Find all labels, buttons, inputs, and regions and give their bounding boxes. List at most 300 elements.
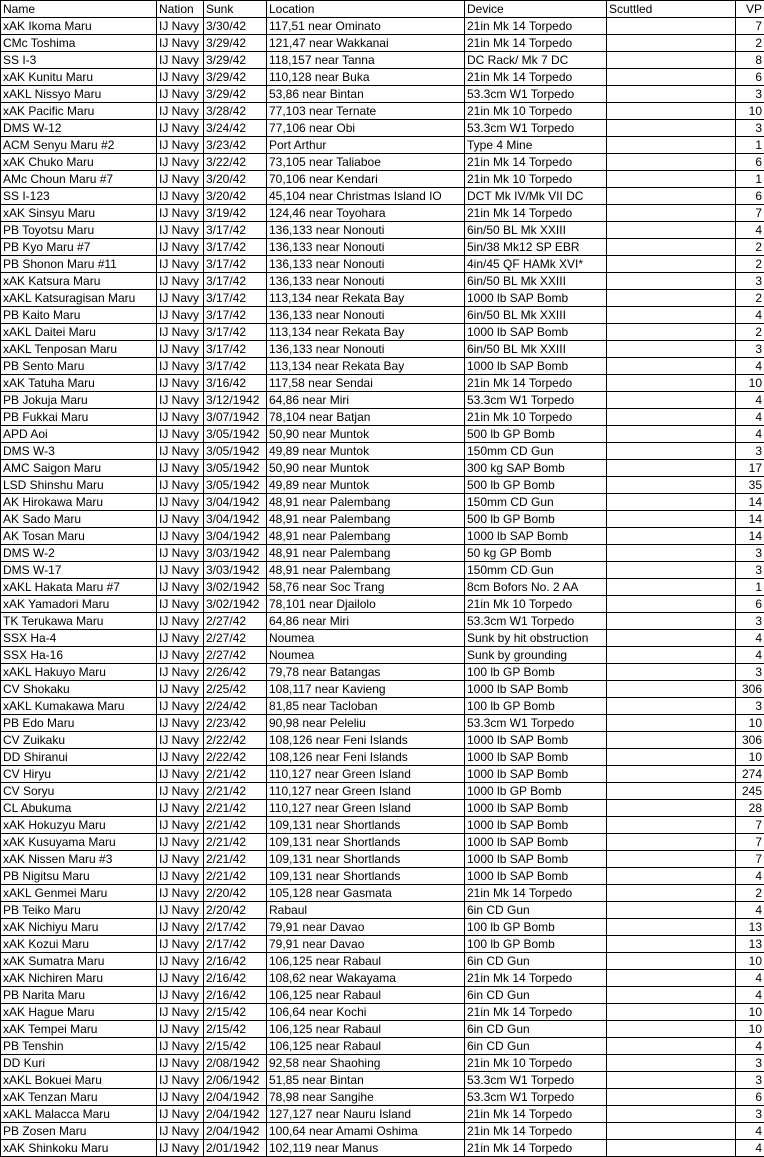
cell-scuttled [607, 392, 736, 409]
cell-sunk: 3/17/42 [204, 324, 267, 341]
table-row [1, 749, 764, 766]
cell-location: Noumea [267, 647, 465, 664]
cell-nation: IJ Navy [157, 35, 204, 52]
cell-location: 48,91 near Palembang [267, 545, 465, 562]
cell-name: xAK Kozui Maru [1, 936, 157, 953]
table-row [1, 919, 764, 936]
cell-sunk: 3/22/42 [204, 154, 267, 171]
cell-nation: IJ Navy [157, 817, 204, 834]
cell-location: 136,133 near Nonouti [267, 239, 465, 256]
cell-vp: 3 [736, 86, 764, 103]
cell-name: PB Kaito Maru [1, 307, 157, 324]
cell-location: 106,125 near Rabaul [267, 1038, 465, 1055]
cell-nation: IJ Navy [157, 358, 204, 375]
cell-name: xAK Shinkoku Maru [1, 1140, 157, 1157]
cell-sunk: 3/24/42 [204, 120, 267, 137]
table-row [1, 800, 764, 817]
cell-vp: 4 [736, 902, 764, 919]
cell-vp: 13 [736, 919, 764, 936]
table-row [1, 443, 764, 460]
table-row [1, 817, 764, 834]
cell-scuttled [607, 749, 736, 766]
cell-vp: 4 [736, 392, 764, 409]
cell-sunk: 2/15/42 [204, 1038, 267, 1055]
cell-name: SS I-3 [1, 52, 157, 69]
cell-vp: 14 [736, 528, 764, 545]
cell-vp: 3 [736, 613, 764, 630]
table-row [1, 120, 764, 137]
cell-location: 50,90 near Muntok [267, 460, 465, 477]
cell-sunk: 3/12/1942 [204, 392, 267, 409]
cell-scuttled [607, 273, 736, 290]
table-row [1, 630, 764, 647]
cell-name: ACM Senyu Maru #2 [1, 137, 157, 154]
table-row [1, 953, 764, 970]
cell-device: 1000 lb SAP Bomb [465, 324, 607, 341]
cell-location: 78,101 near Djailolo [267, 596, 465, 613]
cell-sunk: 2/04/1942 [204, 1106, 267, 1123]
cell-vp: 7 [736, 18, 764, 35]
cell-sunk: 2/27/42 [204, 630, 267, 647]
cell-device: 21in Mk 14 Torpedo [465, 69, 607, 86]
cell-name: CV Soryu [1, 783, 157, 800]
cell-device: 1000 lb SAP Bomb [465, 834, 607, 851]
cell-location: Port Arthur [267, 137, 465, 154]
cell-name: xAKL Kumakawa Maru [1, 698, 157, 715]
table-row [1, 1055, 764, 1072]
cell-sunk: 3/04/1942 [204, 494, 267, 511]
cell-name: PB Nigitsu Maru [1, 868, 157, 885]
table-row [1, 579, 764, 596]
cell-device: 6in/50 BL Mk XXIII [465, 341, 607, 358]
cell-location: 136,133 near Nonouti [267, 222, 465, 239]
cell-scuttled [607, 188, 736, 205]
table-row [1, 35, 764, 52]
cell-scuttled [607, 528, 736, 545]
cell-nation: IJ Navy [157, 477, 204, 494]
cell-nation: IJ Navy [157, 205, 204, 222]
cell-location: 117,58 near Sendai [267, 375, 465, 392]
cell-device: 6in CD Gun [465, 1021, 607, 1038]
cell-device: 100 lb GP Bomb [465, 919, 607, 936]
cell-sunk: 2/27/42 [204, 613, 267, 630]
cell-name: DMS W-3 [1, 443, 157, 460]
cell-sunk: 2/21/42 [204, 851, 267, 868]
table-row [1, 545, 764, 562]
cell-nation: IJ Navy [157, 375, 204, 392]
cell-device: 1000 lb SAP Bomb [465, 290, 607, 307]
cell-name: xAK Pacific Maru [1, 103, 157, 120]
cell-device: 21in Mk 14 Torpedo [465, 205, 607, 222]
cell-name: PB Jokuja Maru [1, 392, 157, 409]
cell-location: 113,134 near Rekata Bay [267, 358, 465, 375]
cell-location: 127,127 near Nauru Island [267, 1106, 465, 1123]
cell-nation: IJ Navy [157, 137, 204, 154]
cell-sunk: 3/29/42 [204, 69, 267, 86]
cell-scuttled [607, 545, 736, 562]
cell-nation: IJ Navy [157, 936, 204, 953]
cell-nation: IJ Navy [157, 290, 204, 307]
cell-location: 136,133 near Nonouti [267, 273, 465, 290]
cell-name: AMC Saigon Maru [1, 460, 157, 477]
cell-vp: 4 [736, 868, 764, 885]
cell-vp: 17 [736, 460, 764, 477]
cell-vp: 10 [736, 375, 764, 392]
cell-nation: IJ Navy [157, 664, 204, 681]
cell-name: AMc Choun Maru #7 [1, 171, 157, 188]
cell-sunk: 3/29/42 [204, 86, 267, 103]
cell-name: SS I-123 [1, 188, 157, 205]
table-row [1, 1140, 764, 1157]
cell-location: 73,105 near Taliaboe [267, 154, 465, 171]
cell-vp: 4 [736, 222, 764, 239]
table-row [1, 52, 764, 69]
cell-name: PB Narita Maru [1, 987, 157, 1004]
table-row [1, 392, 764, 409]
cell-name: xAK Tempei Maru [1, 1021, 157, 1038]
cell-location: 78,98 near Sangihe [267, 1089, 465, 1106]
cell-sunk: 3/17/42 [204, 239, 267, 256]
cell-location: 106,64 near Kochi [267, 1004, 465, 1021]
cell-nation: IJ Navy [157, 392, 204, 409]
cell-scuttled [607, 171, 736, 188]
cell-name: xAK Nichiren Maru [1, 970, 157, 987]
cell-device: 300 kg SAP Bomb [465, 460, 607, 477]
cell-vp: 3 [736, 273, 764, 290]
cell-scuttled [607, 766, 736, 783]
cell-vp: 306 [736, 732, 764, 749]
cell-sunk: 3/19/42 [204, 205, 267, 222]
cell-nation: IJ Navy [157, 749, 204, 766]
cell-name: PB Edo Maru [1, 715, 157, 732]
cell-location: 48,91 near Palembang [267, 528, 465, 545]
table-row [1, 511, 764, 528]
cell-scuttled [607, 222, 736, 239]
cell-vp: 7 [736, 817, 764, 834]
cell-device: 53.3cm W1 Torpedo [465, 120, 607, 137]
cell-scuttled [607, 256, 736, 273]
cell-name: TK Terukawa Maru [1, 613, 157, 630]
cell-name: CV Shokaku [1, 681, 157, 698]
cell-scuttled [607, 613, 736, 630]
cell-vp: 14 [736, 494, 764, 511]
cell-location: 113,134 near Rekata Bay [267, 290, 465, 307]
table-row [1, 256, 764, 273]
cell-sunk: 2/16/42 [204, 970, 267, 987]
cell-sunk: 2/26/42 [204, 664, 267, 681]
cell-location: 49,89 near Muntok [267, 443, 465, 460]
cell-vp: 3 [736, 341, 764, 358]
cell-nation: IJ Navy [157, 86, 204, 103]
cell-device: 21in Mk 14 Torpedo [465, 375, 607, 392]
cell-nation: IJ Navy [157, 1106, 204, 1123]
cell-device: 100 lb GP Bomb [465, 698, 607, 715]
cell-scuttled [607, 919, 736, 936]
cell-sunk: 2/21/42 [204, 834, 267, 851]
table-row [1, 664, 764, 681]
cell-vp: 3 [736, 1055, 764, 1072]
cell-vp: 7 [736, 834, 764, 851]
cell-scuttled [607, 579, 736, 596]
cell-name: AK Tosan Maru [1, 528, 157, 545]
cell-scuttled [607, 120, 736, 137]
cell-location: 77,103 near Ternate [267, 103, 465, 120]
cell-name: xAK Nichiyu Maru [1, 919, 157, 936]
cell-nation: IJ Navy [157, 460, 204, 477]
table-row [1, 426, 764, 443]
cell-sunk: 2/16/42 [204, 987, 267, 1004]
cell-sunk: 2/21/42 [204, 766, 267, 783]
cell-name: xAKL Katsuragisan Maru [1, 290, 157, 307]
cell-nation: IJ Navy [157, 307, 204, 324]
cell-nation: IJ Navy [157, 596, 204, 613]
cell-scuttled [607, 35, 736, 52]
cell-name: xAK Kusuyama Maru [1, 834, 157, 851]
cell-location: 48,91 near Palembang [267, 494, 465, 511]
cell-scuttled [607, 426, 736, 443]
cell-name: PB Kyo Maru #7 [1, 239, 157, 256]
cell-sunk: 2/24/42 [204, 698, 267, 715]
cell-vp: 4 [736, 426, 764, 443]
cell-sunk: 3/07/1942 [204, 409, 267, 426]
cell-scuttled [607, 834, 736, 851]
cell-name: xAKL Malacca Maru [1, 1106, 157, 1123]
cell-vp: 2 [736, 239, 764, 256]
cell-device: 1000 lb SAP Bomb [465, 817, 607, 834]
table-row [1, 86, 764, 103]
table-row [1, 698, 764, 715]
cell-nation: IJ Navy [157, 613, 204, 630]
table-row [1, 1089, 764, 1106]
cell-nation: IJ Navy [157, 987, 204, 1004]
cell-nation: IJ Navy [157, 630, 204, 647]
cell-scuttled [607, 137, 736, 154]
cell-device: 53.3cm W1 Torpedo [465, 86, 607, 103]
cell-vp: 3 [736, 443, 764, 460]
cell-sunk: 3/05/1942 [204, 426, 267, 443]
cell-device: 6in/50 BL Mk XXIII [465, 273, 607, 290]
cell-location: 53,86 near Bintan [267, 86, 465, 103]
cell-location: 81,85 near Tacloban [267, 698, 465, 715]
cell-sunk: 2/15/42 [204, 1021, 267, 1038]
cell-name: APD Aoi [1, 426, 157, 443]
table-row [1, 885, 764, 902]
cell-name: xAK Ikoma Maru [1, 18, 157, 35]
cell-sunk: 2/01/1942 [204, 1140, 267, 1157]
cell-vp: 7 [736, 851, 764, 868]
cell-location: 136,133 near Nonouti [267, 307, 465, 324]
table-row [1, 970, 764, 987]
table-row [1, 460, 764, 477]
cell-vp: 7 [736, 205, 764, 222]
cell-device: 21in Mk 10 Torpedo [465, 171, 607, 188]
cell-location: 110,127 near Green Island [267, 766, 465, 783]
cell-device: 21in Mk 14 Torpedo [465, 18, 607, 35]
column-header-sunk: Sunk [204, 1, 267, 18]
cell-location: 136,133 near Nonouti [267, 341, 465, 358]
cell-sunk: 3/04/1942 [204, 511, 267, 528]
cell-location: 102,119 near Manus [267, 1140, 465, 1157]
header-row [1, 1, 764, 18]
cell-scuttled [607, 460, 736, 477]
cell-scuttled [607, 494, 736, 511]
cell-vp: 13 [736, 936, 764, 953]
cell-nation: IJ Navy [157, 1072, 204, 1089]
cell-scuttled [607, 52, 736, 69]
cell-name: DMS W-2 [1, 545, 157, 562]
cell-device: 21in Mk 14 Torpedo [465, 1140, 607, 1157]
cell-vp: 4 [736, 970, 764, 987]
cell-vp: 6 [736, 188, 764, 205]
cell-device: 53.3cm W1 Torpedo [465, 613, 607, 630]
cell-device: 500 lb GP Bomb [465, 477, 607, 494]
table-row [1, 341, 764, 358]
cell-nation: IJ Navy [157, 715, 204, 732]
cell-sunk: 3/05/1942 [204, 477, 267, 494]
cell-name: xAK Hague Maru [1, 1004, 157, 1021]
cell-nation: IJ Navy [157, 1089, 204, 1106]
cell-nation: IJ Navy [157, 885, 204, 902]
table-row [1, 1072, 764, 1089]
table-row [1, 987, 764, 1004]
cell-sunk: 3/03/1942 [204, 545, 267, 562]
cell-name: PB Sento Maru [1, 358, 157, 375]
cell-device: 53.3cm W1 Torpedo [465, 1072, 607, 1089]
cell-vp: 3 [736, 562, 764, 579]
table-row [1, 562, 764, 579]
cell-device: 53.3cm W1 Torpedo [465, 1089, 607, 1106]
cell-vp: 4 [736, 307, 764, 324]
cell-location: Rabaul [267, 902, 465, 919]
cell-device: 100 lb GP Bomb [465, 936, 607, 953]
cell-sunk: 2/22/42 [204, 732, 267, 749]
cell-sunk: 2/27/42 [204, 647, 267, 664]
cell-sunk: 3/04/1942 [204, 528, 267, 545]
cell-sunk: 2/21/42 [204, 783, 267, 800]
cell-device: 8cm Bofors No. 2 AA [465, 579, 607, 596]
cell-location: 64,86 near Miri [267, 613, 465, 630]
cell-device: DC Rack/ Mk 7 DC [465, 52, 607, 69]
cell-sunk: 2/08/1942 [204, 1055, 267, 1072]
cell-nation: IJ Navy [157, 681, 204, 698]
cell-vp: 4 [736, 1123, 764, 1140]
cell-vp: 2 [736, 256, 764, 273]
cell-device: 21in Mk 10 Torpedo [465, 103, 607, 120]
table-row [1, 307, 764, 324]
table-row [1, 1004, 764, 1021]
cell-sunk: 3/20/42 [204, 188, 267, 205]
cell-name: xAKL Hakuyo Maru [1, 664, 157, 681]
table-row [1, 477, 764, 494]
cell-vp: 2 [736, 35, 764, 52]
cell-location: 105,128 near Gasmata [267, 885, 465, 902]
cell-scuttled [607, 205, 736, 222]
cell-vp: 35 [736, 477, 764, 494]
cell-location: 92,58 near Shaohing [267, 1055, 465, 1072]
cell-scuttled [607, 851, 736, 868]
table-row [1, 188, 764, 205]
cell-sunk: 3/05/1942 [204, 460, 267, 477]
table-row [1, 290, 764, 307]
cell-scuttled [607, 902, 736, 919]
cell-vp: 28 [736, 800, 764, 817]
cell-device: 53.3cm W1 Torpedo [465, 715, 607, 732]
cell-device: 1000 lb SAP Bomb [465, 800, 607, 817]
cell-scuttled [607, 783, 736, 800]
cell-nation: IJ Navy [157, 868, 204, 885]
table-row [1, 69, 764, 86]
cell-scuttled [607, 715, 736, 732]
cell-sunk: 2/20/42 [204, 902, 267, 919]
cell-name: xAKL Genmei Maru [1, 885, 157, 902]
cell-device: 21in Mk 10 Torpedo [465, 409, 607, 426]
cell-sunk: 3/17/42 [204, 341, 267, 358]
cell-scuttled [607, 1038, 736, 1055]
cell-vp: 3 [736, 698, 764, 715]
cell-device: 150mm CD Gun [465, 562, 607, 579]
column-header-nation: Nation [157, 1, 204, 18]
cell-location: 109,131 near Shortlands [267, 851, 465, 868]
cell-name: PB Toyotsu Maru [1, 222, 157, 239]
cell-nation: IJ Navy [157, 341, 204, 358]
cell-device: 4in/45 QF HAMk XVI* [465, 256, 607, 273]
cell-device: 1000 lb GP Bomb [465, 783, 607, 800]
cell-scuttled [607, 409, 736, 426]
cell-location: Noumea [267, 630, 465, 647]
cell-vp: 306 [736, 681, 764, 698]
table-row [1, 868, 764, 885]
cell-location: 106,125 near Rabaul [267, 1021, 465, 1038]
column-header-device: Device [465, 1, 607, 18]
cell-scuttled [607, 1072, 736, 1089]
cell-scuttled [607, 817, 736, 834]
cell-name: LSD Shinshu Maru [1, 477, 157, 494]
cell-nation: IJ Navy [157, 256, 204, 273]
cell-device: 6in CD Gun [465, 987, 607, 1004]
cell-name: xAKL Hakata Maru #7 [1, 579, 157, 596]
cell-device: 1000 lb SAP Bomb [465, 732, 607, 749]
table-body [1, 18, 764, 1157]
cell-device: Sunk by grounding [465, 647, 607, 664]
cell-nation: IJ Navy [157, 970, 204, 987]
cell-name: xAKL Bokuei Maru [1, 1072, 157, 1089]
cell-nation: IJ Navy [157, 902, 204, 919]
cell-name: PB Tenshin [1, 1038, 157, 1055]
column-header-name: Name [1, 1, 157, 18]
cell-scuttled [607, 1055, 736, 1072]
cell-nation: IJ Navy [157, 579, 204, 596]
cell-scuttled [607, 324, 736, 341]
table-row [1, 1106, 764, 1123]
cell-device: 50 kg GP Bomb [465, 545, 607, 562]
cell-sunk: 2/23/42 [204, 715, 267, 732]
cell-vp: 10 [736, 749, 764, 766]
cell-nation: IJ Navy [157, 1140, 204, 1157]
cell-vp: 6 [736, 1089, 764, 1106]
cell-location: 58,76 near Soc Trang [267, 579, 465, 596]
cell-sunk: 3/02/1942 [204, 596, 267, 613]
cell-sunk: 3/29/42 [204, 35, 267, 52]
cell-nation: IJ Navy [157, 171, 204, 188]
cell-nation: IJ Navy [157, 18, 204, 35]
cell-scuttled [607, 562, 736, 579]
cell-sunk: 2/20/42 [204, 885, 267, 902]
cell-name: CL Abukuma [1, 800, 157, 817]
cell-location: 108,117 near Kavieng [267, 681, 465, 698]
cell-name: AK Hirokawa Maru [1, 494, 157, 511]
cell-sunk: 3/30/42 [204, 18, 267, 35]
cell-vp: 14 [736, 511, 764, 528]
